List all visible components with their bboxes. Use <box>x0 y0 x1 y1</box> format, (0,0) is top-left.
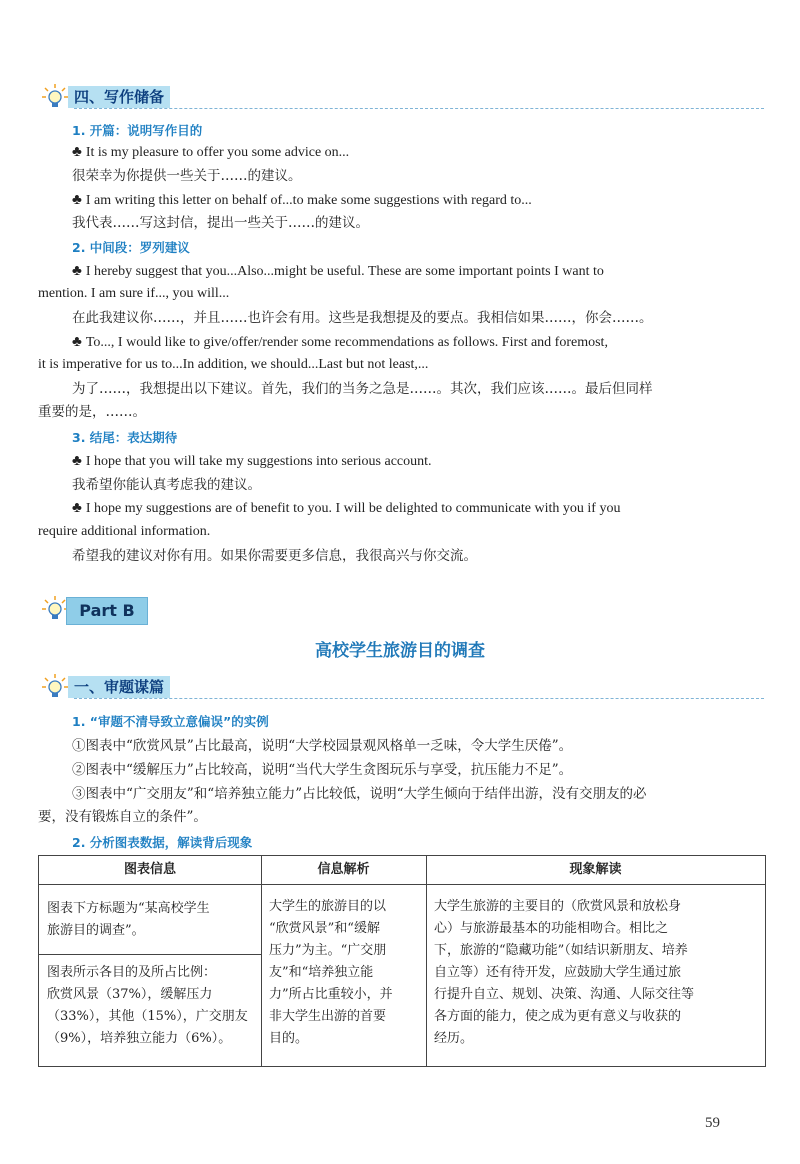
phrase-cn: 为了……，我想提出以下建议。首先，我们的当务之急是……。其次，我们应该……。最后但同样 <box>72 381 653 397</box>
analysis-table <box>38 855 766 1067</box>
table-divider <box>39 884 765 885</box>
phrase-cn: 我希望你能认真考虑我的建议。 <box>72 477 261 493</box>
phrase-en-cont: mention. I am sure if..., you will... <box>38 286 230 301</box>
table-cell-analysis: 大学生的旅游目的以 “欣赏风景”和“缓解 压力”为主。“广交朋 友”和“培养独立能 力”所占比重较小，并 非大学生出游的首要 目的。 <box>269 899 393 1046</box>
table-cell-title-info: 图表下方标题为“某高校学生 旅游目的调查”。 <box>47 901 210 938</box>
phrase-en-cont: require additional information. <box>38 524 211 539</box>
club-icon: ♣ <box>72 500 82 516</box>
table-divider <box>426 856 427 1066</box>
table-header: 图表信息 <box>123 862 176 877</box>
phrase-cn: 希望我的建议对你有用。如果你需要更多信息，我很高兴与你交流。 <box>72 548 477 564</box>
section-divider <box>74 698 764 699</box>
page-number: 59 <box>705 1115 720 1131</box>
lightbulb-icon <box>40 672 70 702</box>
lightbulb-icon <box>40 82 70 112</box>
example-item: ③图表中“广交朋友”和“培养独立能力”占比较低，说明“大学生倾向于结伴出游，没有交朋友的必 <box>72 786 647 802</box>
subheading-misread-examples: 1. “审题不清导致立意偏误”的实例 <box>72 714 269 729</box>
phrase-en: ♣ It is my pleasure to offer you some advice on... <box>72 144 350 160</box>
example-item-cont: 要，没有锻炼自立的条件”。 <box>38 809 207 825</box>
club-icon: ♣ <box>72 144 82 160</box>
phrase-en: ♣ I hope that you will take my suggestions into serious account. <box>72 453 432 469</box>
section-heading-text: 四、写作储备 <box>68 86 170 108</box>
club-icon: ♣ <box>72 263 82 279</box>
section-heading-text: 一、审题谋篇 <box>68 676 170 698</box>
subheading-closing: 3. 结尾：表达期待 <box>72 430 178 445</box>
phrase-cn-cont: 重要的是，……。 <box>38 404 146 420</box>
section-heading-analysis <box>40 672 764 702</box>
phrase-cn: 我代表……写这封信，提出一些关于……的建议。 <box>72 215 369 231</box>
phrase-en-cont: it is imperative for us to...In addition, we should...Last but not least,... <box>38 357 429 372</box>
phrase-en: ♣ To..., I would like to give/offer/render some recommendations as follows. First and foremost, <box>72 334 608 350</box>
example-item: ①图表中“欣赏风景”占比最高，说明“大学校园景观风格单一乏味，令大学生厌倦”。 <box>72 738 573 754</box>
page-title: 高校学生旅游目的调查 <box>315 641 485 661</box>
phrase-en: ♣ I hereby suggest that you...Also...might be useful. These are some important points I want to <box>72 263 604 279</box>
section-divider <box>74 108 764 109</box>
example-item: ②图表中“缓解压力”占比较高，说明“当代大学生贪图玩乐与享受，抗压能力不足”。 <box>72 762 573 778</box>
table-divider <box>261 856 262 1066</box>
table-divider <box>39 954 261 955</box>
subheading-analyze-data: 2. 分析图表数据，解读背后现象 <box>72 835 253 850</box>
phrase-cn: 在此我建议你……，并且……也许会有用。这些是我想提及的要点。我相信如果……，你会……。 <box>72 310 653 326</box>
club-icon: ♣ <box>72 453 82 469</box>
phrase-en: ♣ I hope my suggestions are of benefit to you. I will be delighted to communicate with you if you <box>72 500 621 516</box>
part-b-label: Part B <box>66 597 148 625</box>
section-heading-writing-reserve <box>40 82 764 112</box>
table-cell-interpretation: 大学生旅游的主要目的（欣赏风景和放松身 心）与旅游最基本的功能相吻合。相比之 下，旅游的“隐藏功能”（如结识新朋友、培养 自立等）还有待开发，应鼓励大学生通过旅 行提升自立、规划、决策、沟通、人际交往等 各方面的能力，使之成为更有意义与收获的 经历。 <box>434 899 695 1046</box>
table-cell-ratio-info: 图表所示各目的及所占比例： 欣赏风景（37%），缓解压力 （33%），其他（15%），广交朋友 （9%），培养独立能力（6%）。 <box>47 965 248 1046</box>
phrase-en: ♣ I am writing this letter on behalf of...to make some suggestions with regard to... <box>72 192 532 208</box>
club-icon: ♣ <box>72 334 82 350</box>
club-icon: ♣ <box>72 192 82 208</box>
table-header: 信息解析 <box>317 862 370 877</box>
subheading-middle: 2. 中间段：罗列建议 <box>72 240 190 255</box>
subheading-opening: 1. 开篇：说明写作目的 <box>72 123 203 138</box>
phrase-cn: 很荣幸为你提供一些关于……的建议。 <box>72 168 302 184</box>
table-header: 现象解读 <box>569 862 622 877</box>
